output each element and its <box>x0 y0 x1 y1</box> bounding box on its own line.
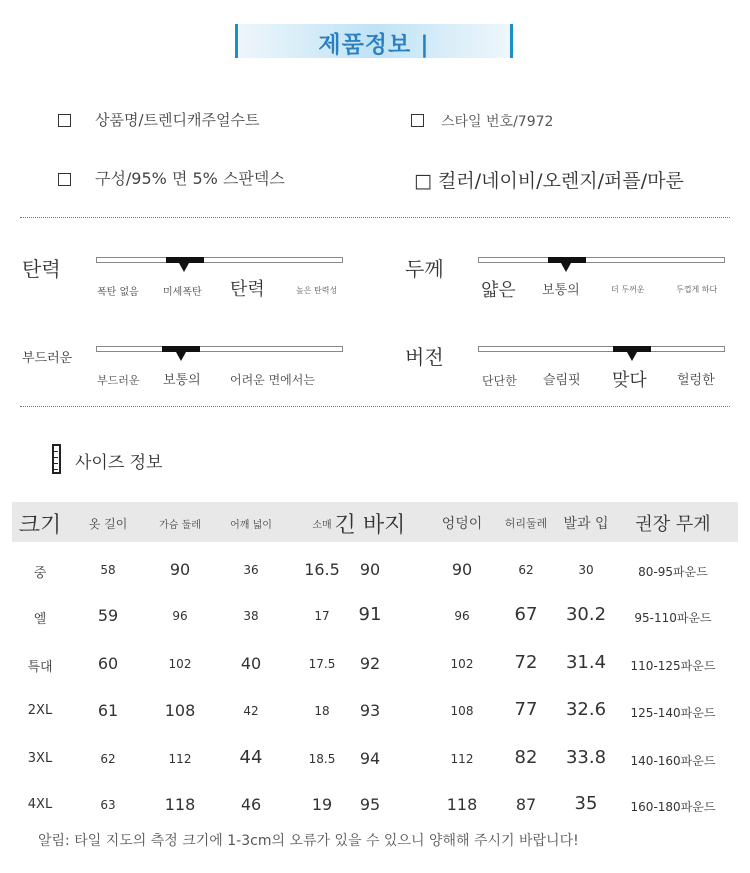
table-cell: 80-95파운드 <box>638 565 708 579</box>
table-cell: 17.5 <box>308 657 336 671</box>
table-cell: 17 <box>314 609 330 623</box>
table-cell: 77 <box>514 699 538 720</box>
size-row-label: 4XL <box>27 797 53 812</box>
table-cell: 32.6 <box>565 699 607 720</box>
table-header-cell: 가슴 둘레 <box>159 520 201 531</box>
table-cell: 118 <box>446 795 478 814</box>
table-cell: 62 <box>518 563 534 577</box>
checkbox-icon <box>58 173 71 186</box>
table-cell: 44 <box>239 747 263 768</box>
thickness-label: 두께 <box>405 257 444 281</box>
softness-bar <box>96 346 343 352</box>
divider <box>20 406 730 407</box>
table-cell: 19 <box>311 795 333 814</box>
style-number: 스타일 번호/7972 <box>441 114 554 130</box>
table-cell: 33.8 <box>565 747 607 768</box>
table-cell: 36 <box>243 563 259 577</box>
elasticity-option: 폭탄 없음 <box>97 287 139 298</box>
elasticity-option: 높은 탄력성 <box>296 286 338 295</box>
fit-label: 버전 <box>405 345 444 369</box>
fit-option: 단단한 <box>482 374 517 388</box>
table-cell: 95 <box>359 795 381 814</box>
table-header-cell: 어깨 넓이 <box>230 520 272 531</box>
softness-option: 부드러운 <box>97 374 140 387</box>
table-cell: 140-160파운드 <box>630 754 716 768</box>
table-cell: 59 <box>97 606 119 625</box>
size-info-title: 사이즈 정보 <box>75 453 163 473</box>
fit-option: 헐렁한 <box>677 373 715 388</box>
table-cell: 92 <box>359 654 381 673</box>
elasticity-option: 탄력 <box>230 279 265 300</box>
elasticity-bar <box>96 257 343 263</box>
table-cell: 108 <box>164 701 196 720</box>
table-cell: 118 <box>164 795 196 814</box>
table-cell: 30.2 <box>565 604 607 625</box>
fit-bar <box>478 346 725 352</box>
table-cell: 93 <box>359 701 381 720</box>
ruler-icon <box>52 444 61 474</box>
table-cell: 42 <box>243 704 259 718</box>
checkbox-icon <box>411 114 424 127</box>
table-header-cell: 긴 바지 <box>334 513 406 538</box>
table-cell: 90 <box>169 560 191 579</box>
thickness-option: 얇은 <box>481 280 516 301</box>
table-header-cell: 허리둘레 <box>504 517 548 530</box>
header-title: 제품정보 | <box>318 32 430 58</box>
checkbox-icon <box>58 114 71 127</box>
divider <box>20 217 730 218</box>
size-row-label: 2XL <box>27 703 53 718</box>
table-cell: 60 <box>97 654 119 673</box>
table-cell: 125-140파운드 <box>630 706 716 720</box>
table-cell: 94 <box>359 749 381 768</box>
table-cell: 108 <box>450 704 474 718</box>
table-cell: 18.5 <box>308 752 336 766</box>
section-header <box>235 24 513 58</box>
softness-pointer-icon <box>176 352 186 361</box>
table-cell: 40 <box>240 654 262 673</box>
fit-option: 맞다 <box>612 370 647 391</box>
table-cell: 160-180파운드 <box>630 800 716 814</box>
table-header-cell: 크기 <box>18 513 62 538</box>
table-cell: 96 <box>454 609 470 623</box>
table-cell: 95-110파운드 <box>634 611 712 625</box>
thickness-bar <box>478 257 725 263</box>
table-cell: 18 <box>314 704 330 718</box>
table-cell: 102 <box>168 657 192 671</box>
color-options: □ 컬러/네이비/오렌지/퍼플/마룬 <box>414 170 684 192</box>
fit-option: 슬림핏 <box>543 373 581 388</box>
table-header-cell: 발과 입 <box>563 516 609 532</box>
table-cell: 91 <box>358 604 382 625</box>
softness-label: 부드러운 <box>22 351 73 366</box>
table-cell: 112 <box>450 752 474 766</box>
table-cell: 30 <box>578 563 594 577</box>
table-cell: 46 <box>240 795 262 814</box>
table-header-cell: 권장 무게 <box>635 514 711 535</box>
table-cell: 16.5 <box>304 560 340 579</box>
table-cell: 38 <box>243 609 259 623</box>
table-cell: 63 <box>100 798 116 812</box>
table-cell: 90 <box>451 560 473 579</box>
size-row-label: 3XL <box>27 751 53 766</box>
table-cell: 90 <box>359 560 381 579</box>
size-row-label: 특대 <box>27 660 53 675</box>
table-cell: 67 <box>514 604 538 625</box>
product-name: 상품명/트렌디캐주얼수트 <box>95 111 260 129</box>
fit-pointer-icon <box>627 352 637 361</box>
table-cell: 31.4 <box>565 652 607 673</box>
table-header-cell: 옷 길이 <box>88 517 128 531</box>
table-cell: 62 <box>100 752 116 766</box>
table-cell: 96 <box>172 609 188 623</box>
table-header-cell: 소매 <box>312 520 332 531</box>
measurement-notice: 알림: 타일 지도의 측정 크기에 1-3cm의 오류가 있을 수 있으니 양해해 주시기 바랍니다! <box>38 833 579 849</box>
thickness-option: 보통의 <box>542 283 580 298</box>
composition: 구성/95% 면 5% 스판덱스 <box>95 169 285 188</box>
elasticity-option: 미세폭탄 <box>163 287 202 298</box>
table-header-cell: 엉덩이 <box>441 516 483 532</box>
size-row-label: 중 <box>33 566 47 581</box>
table-cell: 102 <box>450 657 474 671</box>
thickness-pointer-icon <box>561 263 571 272</box>
softness-option: 어려운 면에서는 <box>230 373 315 387</box>
table-cell: 110-125파운드 <box>630 659 716 673</box>
elasticity-pointer-icon <box>179 263 189 272</box>
table-cell: 87 <box>515 795 537 814</box>
softness-option: 보통의 <box>163 373 201 388</box>
size-row-label: 엘 <box>33 612 47 627</box>
thickness-option: 더 두꺼운 <box>611 285 645 294</box>
table-cell: 58 <box>100 563 116 577</box>
table-cell: 112 <box>168 752 192 766</box>
table-cell: 35 <box>574 793 598 814</box>
elasticity-label: 탄력 <box>22 257 61 281</box>
thickness-option: 두껍게 하다 <box>676 285 718 294</box>
table-cell: 61 <box>97 701 119 720</box>
table-cell: 72 <box>514 652 538 673</box>
table-cell: 82 <box>514 747 538 768</box>
